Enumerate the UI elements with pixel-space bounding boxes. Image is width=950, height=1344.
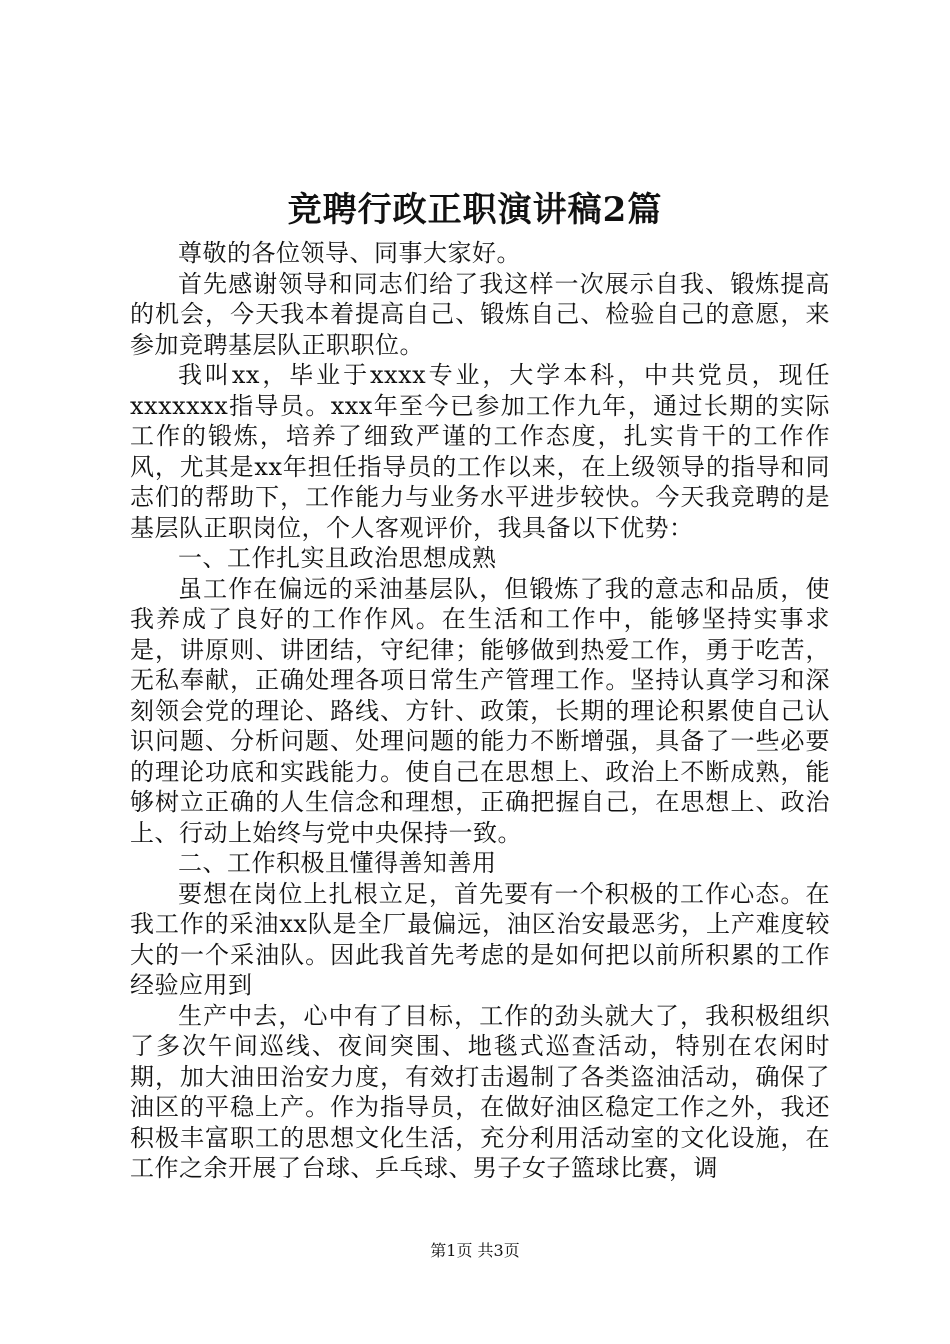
document-body bbox=[130, 238, 830, 1184]
section-heading-2: 二、工作积极且懂得善知善用 bbox=[178, 849, 497, 877]
page-footer: 第1页 共3页 bbox=[430, 1241, 520, 1260]
document-title: 竞聘行政正职演讲稿2篇 bbox=[287, 190, 663, 230]
section-heading-1: 一、工作扎实且政治思想成熟 bbox=[178, 544, 497, 572]
section-2-continuation-paragraph: 生产中去，心中有了目标，工作的劲头就大了，我积极组织了多次午间巡线、夜间突围、地毯式巡查活动，特别在农闲时期，加大油田治安力度，有效打击遏制了各类盗油活动，确保了油区的平稳上产。作为指导员，在做好油区稳定工作之外，我还积极丰富职工的思想文化生活，充分利用活动室的文化设施，在工作之余开展了台球、乒乓球、男子女子篮球比赛，调 bbox=[130, 1001, 830, 1182]
section-1-paragraph: 虽工作在偏远的采油基层队，但锻炼了我的意志和品质，使我养成了良好的工作作风。在生活和工作中，能够坚持实事求是，讲原则、讲团结，守纪律；能够做到热爱工作，勇于吃苦，无私奉献，正确处理各项日常生产管理工作。坚持认真学习和深刻领会党的理论、路线、方针、政策，长期的理论积累使自己认识问题、分析问题、处理问题的能力不断增强，具备了一些必要的理论功底和实践能力。使自己在思想上、政治上不断成熟，能够树立正确的人生信念和理想，正确把握自己，在思想上、政治上、行动上始终与党中央保持一致。 bbox=[130, 574, 830, 847]
self-introduction-paragraph: 我叫xx，毕业于xxxx专业，大学本科，中共党员，现任xxxxxxx指导员。xxx年至今已参加工作九年，通过长期的实际工作的锻炼，培养了细致严谨的工作态度，扎实肯干的工作作风，尤其是xx年担任指导员的工作以来，在上级领导的指导和同志们的帮助下，工作能力与业务水平进步较快。今天我竞聘的是基层队正职岗位，个人客观评价，我具备以下优势： bbox=[130, 361, 830, 542]
intro-paragraph: 首先感谢领导和同志们给了我这样一次展示自我、锻炼提高的机会，今天我本着提高自己、锻炼自己、检验自己的意愿，来参加竞聘基层队正职职位。 bbox=[130, 269, 830, 359]
greeting-paragraph: 尊敬的各位领导、同事大家好。 bbox=[178, 239, 521, 267]
section-2-paragraph: 要想在岗位上扎根立足，首先要有一个积极的工作心态。在我工作的采油xx队是全厂最偏远，油区治安最恶劣，上产难度较大的一个采油队。因此我首先考虑的是如何把以前所积累的工作经验应用到 bbox=[130, 879, 830, 999]
